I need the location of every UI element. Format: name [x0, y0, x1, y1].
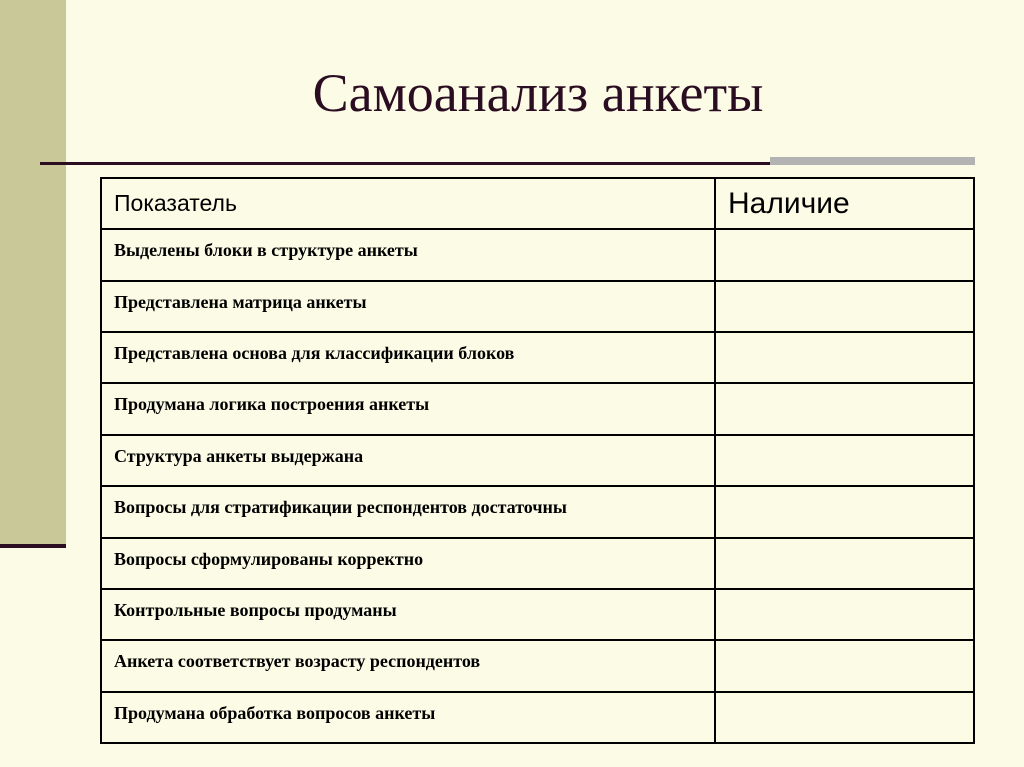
table-row	[101, 486, 974, 537]
indicator-cell: Структура анкеты выдержана	[101, 435, 715, 486]
title-underline-accent	[770, 157, 975, 165]
indicator-cell: Контрольные вопросы продуманы	[101, 589, 715, 640]
indicator-cell: Вопросы для стратификации респондентов достаточны	[101, 486, 715, 537]
presence-cell[interactable]	[715, 589, 974, 640]
table-row	[101, 538, 974, 589]
presence-cell[interactable]	[715, 383, 974, 434]
table-row	[101, 692, 974, 743]
table-row	[101, 229, 974, 280]
indicator-cell: Анкета соответствует возрасту респондентов	[101, 640, 715, 691]
column-header-presence: Наличие	[715, 178, 974, 229]
side-accent-line	[0, 544, 66, 548]
table-row	[101, 640, 974, 691]
table-row	[101, 383, 974, 434]
presence-cell[interactable]	[715, 692, 974, 743]
presence-cell[interactable]	[715, 435, 974, 486]
table-row	[101, 589, 974, 640]
indicator-cell: Представлена основа для классификации блоков	[101, 332, 715, 383]
presence-cell[interactable]	[715, 640, 974, 691]
indicator-cell: Представлена матрица анкеты	[101, 281, 715, 332]
presence-cell[interactable]	[715, 229, 974, 280]
slide-title: Самоанализ анкеты	[312, 63, 764, 123]
column-header-indicator: Показатель	[101, 178, 715, 229]
indicator-cell: Продумана логика построения анкеты	[101, 383, 715, 434]
presence-cell[interactable]	[715, 281, 974, 332]
indicator-cell: Вопросы сформулированы корректно	[101, 538, 715, 589]
table-row	[101, 281, 974, 332]
presence-cell[interactable]	[715, 332, 974, 383]
presence-cell[interactable]	[715, 486, 974, 537]
table-header-row	[101, 178, 974, 229]
table-row	[101, 435, 974, 486]
indicator-cell: Выделены блоки в структуре анкеты	[101, 229, 715, 280]
presence-cell[interactable]	[715, 538, 974, 589]
title-underline	[40, 162, 770, 165]
indicator-cell: Продумана обработка вопросов анкеты	[101, 692, 715, 743]
table-row	[101, 332, 974, 383]
self-analysis-table	[100, 177, 975, 744]
